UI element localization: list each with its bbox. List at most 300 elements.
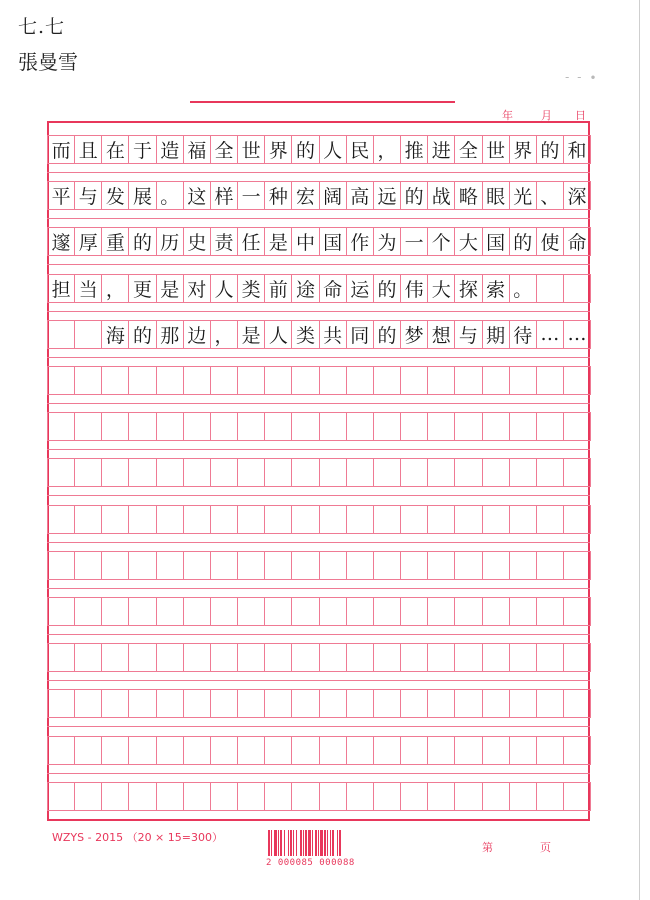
grid-cell (482, 597, 510, 626)
grid-cell: 人 (210, 274, 238, 303)
grid-cell (210, 366, 238, 395)
grid-cell (563, 782, 591, 811)
grid-cell (373, 412, 401, 441)
grid-cell (482, 689, 510, 718)
grid-cell: 界 (509, 135, 537, 164)
grid-cell: 想 (427, 320, 455, 349)
grid-cell (536, 689, 564, 718)
grid-cell: 一 (237, 181, 265, 210)
form-code: WZYS - 2015 （20 × 15=300） (52, 831, 223, 844)
grid-cell (563, 689, 591, 718)
grid-cell: 人 (319, 135, 347, 164)
grid-cell: 的 (373, 274, 401, 303)
handwritten-name: 張曼雪 (18, 50, 78, 74)
grid-cell (454, 782, 482, 811)
barcode (268, 830, 378, 856)
grid-cell (47, 736, 75, 765)
grid-cell (536, 643, 564, 672)
grid-cell (563, 551, 591, 580)
grid-cell: 梦 (400, 320, 428, 349)
grid-cell (237, 366, 265, 395)
grid-cell: 福 (183, 135, 211, 164)
grid-cell (400, 366, 428, 395)
date-month-label: 月 (541, 109, 552, 122)
grid-cell (563, 643, 591, 672)
grid-cell: 光 (509, 181, 537, 210)
grid-cell (291, 782, 319, 811)
grid-cell (319, 458, 347, 487)
grid-cell (346, 366, 374, 395)
grid-cell (563, 412, 591, 441)
grid-cell (264, 736, 292, 765)
grid-cell: 种 (264, 181, 292, 210)
line-gap-rule (47, 542, 590, 543)
grid-cell (128, 597, 156, 626)
date-year-label: 年 (502, 109, 513, 122)
grid-cell: 造 (156, 135, 184, 164)
grid-cell (482, 782, 510, 811)
grid-cell (47, 689, 75, 718)
grid-cell: 在 (101, 135, 129, 164)
grid-cell (427, 551, 455, 580)
grid-cell (563, 366, 591, 395)
grid-cell (319, 505, 347, 534)
grid-cell (156, 366, 184, 395)
grid-cell (482, 551, 510, 580)
grid-cell (509, 736, 537, 765)
line-gap-rule (47, 680, 590, 681)
grid-cell (319, 366, 347, 395)
grid-cell: … (536, 320, 564, 349)
grid-cell (183, 597, 211, 626)
grid-cell (482, 366, 510, 395)
grid-cell (101, 782, 129, 811)
line-gap-rule (47, 218, 590, 219)
grid-cell (156, 689, 184, 718)
grid-cell (427, 736, 455, 765)
grid-cell (264, 597, 292, 626)
grid-cell (74, 689, 102, 718)
grid-cell (373, 782, 401, 811)
grid-cell: 的 (291, 135, 319, 164)
grid-cell (373, 597, 401, 626)
grid-cell (400, 458, 428, 487)
grid-cell: 探 (454, 274, 482, 303)
grid-cell (509, 366, 537, 395)
grid-cell: 大 (427, 274, 455, 303)
grid-cell (291, 366, 319, 395)
grid-cell: 。 (509, 274, 537, 303)
grid-cell (536, 274, 564, 303)
grid-cell (509, 551, 537, 580)
grid-cell (346, 458, 374, 487)
grid-cell (47, 412, 75, 441)
grid-cell (291, 505, 319, 534)
line-gap-rule (47, 264, 590, 265)
grid-cell: 于 (128, 135, 156, 164)
grid-cell: 作 (346, 227, 374, 256)
grid-cell (509, 597, 537, 626)
grid-cell (101, 412, 129, 441)
grid-cell (183, 736, 211, 765)
grid-cell: 大 (454, 227, 482, 256)
grid-cell (101, 643, 129, 672)
grid-cell (509, 458, 537, 487)
grid-cell (74, 597, 102, 626)
grid-cell (291, 597, 319, 626)
grid-cell: 战 (427, 181, 455, 210)
page-edge (639, 0, 640, 900)
grid-cell: 发 (101, 181, 129, 210)
grid-cell: 担 (47, 274, 75, 303)
line-gap-rule (47, 403, 590, 404)
grid-cell: 略 (454, 181, 482, 210)
grid-cell (454, 412, 482, 441)
grid-cell (509, 782, 537, 811)
grid-cell: 是 (156, 274, 184, 303)
line-gap-rule (47, 172, 590, 173)
grid-cell: 的 (536, 135, 564, 164)
grid-cell (128, 412, 156, 441)
grid-cell (74, 782, 102, 811)
grid-cell: 前 (264, 274, 292, 303)
grid-cell: 高 (346, 181, 374, 210)
grid-cell: 运 (346, 274, 374, 303)
line-gap-rule (47, 449, 590, 450)
grid-cell (373, 458, 401, 487)
line-gap-rule (47, 773, 590, 774)
grid-cell (128, 643, 156, 672)
grid-cell (47, 782, 75, 811)
grid-cell (509, 643, 537, 672)
grid-cell (319, 689, 347, 718)
date-day-label: 日 (575, 109, 586, 122)
grid-cell (264, 782, 292, 811)
grid-cell (400, 736, 428, 765)
grid-cell (509, 689, 537, 718)
grid-cell (156, 505, 184, 534)
page-label-suffix: 页 (540, 841, 551, 854)
grid-cell: 眼 (482, 181, 510, 210)
grid-cell (210, 597, 238, 626)
grid-cell (74, 366, 102, 395)
grid-cell (264, 643, 292, 672)
grid-cell: 全 (210, 135, 238, 164)
grid-cell: 使 (536, 227, 564, 256)
grid-cell (183, 505, 211, 534)
grid-cell (346, 551, 374, 580)
grid-cell (427, 782, 455, 811)
grid-cell (373, 643, 401, 672)
grid-cell: 这 (183, 181, 211, 210)
grid-cell: 推 (400, 135, 428, 164)
grid-cell (237, 782, 265, 811)
grid-cell (74, 320, 102, 349)
grid-cell (101, 597, 129, 626)
grid-cell (563, 274, 591, 303)
grid-cell (291, 643, 319, 672)
grid-cell (509, 412, 537, 441)
grid-cell: 历 (156, 227, 184, 256)
grid-cell: 命 (319, 274, 347, 303)
grid-cell: 海 (101, 320, 129, 349)
grid-cell (346, 736, 374, 765)
grid-cell: 远 (373, 181, 401, 210)
grid-cell (319, 551, 347, 580)
grid-cell: ， (373, 135, 401, 164)
handwritten-date-note: 七.七 (18, 16, 66, 38)
grid-cell: 平 (47, 181, 75, 210)
grid-cell (291, 736, 319, 765)
grid-cell (346, 412, 374, 441)
grid-cell (563, 597, 591, 626)
grid-cell (156, 551, 184, 580)
grid-cell: 邃 (47, 227, 75, 256)
essay-line (47, 505, 590, 534)
grid-cell (427, 643, 455, 672)
grid-cell (183, 643, 211, 672)
essay-line (47, 274, 590, 303)
grid-cell (563, 736, 591, 765)
grid-cell (346, 505, 374, 534)
grid-cell (128, 689, 156, 718)
essay-line (47, 366, 590, 395)
essay-line (47, 643, 590, 672)
essay-line (47, 135, 590, 164)
grid-cell: 且 (74, 135, 102, 164)
grid-cell: 那 (156, 320, 184, 349)
grid-cell (156, 643, 184, 672)
grid-cell (373, 366, 401, 395)
grid-cell: 任 (237, 227, 265, 256)
grid-cell: 类 (237, 274, 265, 303)
grid-cell (101, 689, 129, 718)
grid-cell (373, 689, 401, 718)
grid-cell (237, 736, 265, 765)
grid-cell (319, 736, 347, 765)
grid-cell: 国 (482, 227, 510, 256)
essay-line (47, 736, 590, 765)
grid-cell (210, 412, 238, 441)
grid-cell: 同 (346, 320, 374, 349)
grid-cell (183, 366, 211, 395)
grid-cell (47, 551, 75, 580)
grid-cell (210, 689, 238, 718)
ink-smudge: - - ∙ (565, 70, 599, 84)
grid-cell (210, 782, 238, 811)
grid-cell (237, 551, 265, 580)
grid-cell: ， (101, 274, 129, 303)
essay-line (47, 597, 590, 626)
grid-cell: 和 (563, 135, 591, 164)
grid-cell (128, 551, 156, 580)
grid-cell: 是 (237, 320, 265, 349)
essay-line (47, 320, 590, 349)
grid-cell: 世 (482, 135, 510, 164)
grid-cell: 共 (319, 320, 347, 349)
grid-cell (210, 643, 238, 672)
grid-cell: 的 (373, 320, 401, 349)
grid-cell (482, 412, 510, 441)
grid-cell (319, 643, 347, 672)
grid-cell: 索 (482, 274, 510, 303)
grid-cell (319, 597, 347, 626)
grid-cell: 与 (454, 320, 482, 349)
grid-cell (536, 505, 564, 534)
essay-line (47, 227, 590, 256)
grid-cell (427, 412, 455, 441)
grid-cell: 国 (319, 227, 347, 256)
grid-cell: 人 (264, 320, 292, 349)
grid-cell (563, 458, 591, 487)
grid-cell: 的 (400, 181, 428, 210)
grid-cell: 全 (454, 135, 482, 164)
grid-cell (346, 689, 374, 718)
grid-cell (183, 412, 211, 441)
grid-cell (454, 505, 482, 534)
page-label-prefix: 第 (482, 841, 493, 854)
grid-cell (237, 505, 265, 534)
grid-cell (128, 736, 156, 765)
grid-cell (400, 597, 428, 626)
grid-cell (482, 736, 510, 765)
grid-cell (400, 689, 428, 718)
line-gap-rule (47, 495, 590, 496)
grid-cell: 而 (47, 135, 75, 164)
grid-cell (47, 366, 75, 395)
grid-cell: 民 (346, 135, 374, 164)
grid-cell: 。 (156, 181, 184, 210)
grid-cell (210, 458, 238, 487)
grid-cell: 史 (183, 227, 211, 256)
grid-cell: 进 (427, 135, 455, 164)
grid-cell (400, 643, 428, 672)
grid-cell (101, 551, 129, 580)
grid-cell (264, 689, 292, 718)
grid-cell (454, 643, 482, 672)
grid-cell (156, 736, 184, 765)
grid-cell (400, 505, 428, 534)
grid-cell: 展 (128, 181, 156, 210)
essay-line (47, 181, 590, 210)
grid-cell (536, 782, 564, 811)
grid-cell (47, 320, 75, 349)
grid-cell (101, 366, 129, 395)
grid-cell: … (563, 320, 591, 349)
grid-cell: 途 (291, 274, 319, 303)
grid-cell (264, 551, 292, 580)
grid-cell (536, 366, 564, 395)
grid-cell: 边 (183, 320, 211, 349)
grid-cell: 待 (509, 320, 537, 349)
grid-cell (346, 643, 374, 672)
grid-cell (183, 551, 211, 580)
grid-cell (427, 458, 455, 487)
grid-cell (156, 458, 184, 487)
grid-cell: 世 (237, 135, 265, 164)
grid-cell (536, 597, 564, 626)
grid-cell: ， (210, 320, 238, 349)
grid-cell (454, 689, 482, 718)
grid-cell (210, 551, 238, 580)
grid-cell (482, 643, 510, 672)
grid-cell (427, 505, 455, 534)
grid-cell (373, 551, 401, 580)
grid-cell (346, 597, 374, 626)
grid-cell (74, 505, 102, 534)
grid-cell (237, 597, 265, 626)
grid-cell (427, 366, 455, 395)
grid-cell (536, 551, 564, 580)
line-gap-rule (47, 726, 590, 727)
essay-line (47, 782, 590, 811)
grid-cell (427, 597, 455, 626)
grid-cell (291, 551, 319, 580)
grid-cell (47, 643, 75, 672)
grid-cell: 中 (291, 227, 319, 256)
grid-cell (264, 366, 292, 395)
grid-cell (319, 412, 347, 441)
grid-cell (454, 366, 482, 395)
grid-cell: 、 (536, 181, 564, 210)
grid-cell (482, 458, 510, 487)
grid-cell (101, 458, 129, 487)
grid-cell (291, 458, 319, 487)
grid-cell (156, 412, 184, 441)
line-gap-rule (47, 634, 590, 635)
line-gap-rule (47, 357, 590, 358)
grid-cell: 厚 (74, 227, 102, 256)
grid-cell: 的 (509, 227, 537, 256)
grid-cell: 类 (291, 320, 319, 349)
line-gap-rule (47, 588, 590, 589)
grid-cell: 责 (210, 227, 238, 256)
grid-cell: 伟 (400, 274, 428, 303)
header-rule (190, 101, 455, 103)
grid-cell (264, 458, 292, 487)
grid-cell: 当 (74, 274, 102, 303)
grid-cell (346, 782, 374, 811)
grid-cell: 深 (563, 181, 591, 210)
grid-cell (128, 782, 156, 811)
grid-cell (210, 736, 238, 765)
grid-cell (237, 689, 265, 718)
grid-cell (156, 782, 184, 811)
grid-cell (47, 597, 75, 626)
grid-cell (128, 366, 156, 395)
grid-cell: 阔 (319, 181, 347, 210)
grid-cell (74, 458, 102, 487)
barcode-number: 2 000085 000088 (266, 858, 355, 868)
grid-cell (454, 551, 482, 580)
grid-cell: 样 (210, 181, 238, 210)
grid-cell (101, 505, 129, 534)
grid-cell (291, 412, 319, 441)
grid-cell (237, 412, 265, 441)
grid-cell (210, 505, 238, 534)
grid-cell (427, 689, 455, 718)
grid-cell (183, 689, 211, 718)
grid-cell (400, 412, 428, 441)
grid-cell (536, 736, 564, 765)
grid-cell (128, 505, 156, 534)
grid-cell (536, 458, 564, 487)
grid-cell (74, 643, 102, 672)
grid-cell (74, 412, 102, 441)
grid-cell: 为 (373, 227, 401, 256)
grid-cell (563, 505, 591, 534)
grid-cell (128, 458, 156, 487)
